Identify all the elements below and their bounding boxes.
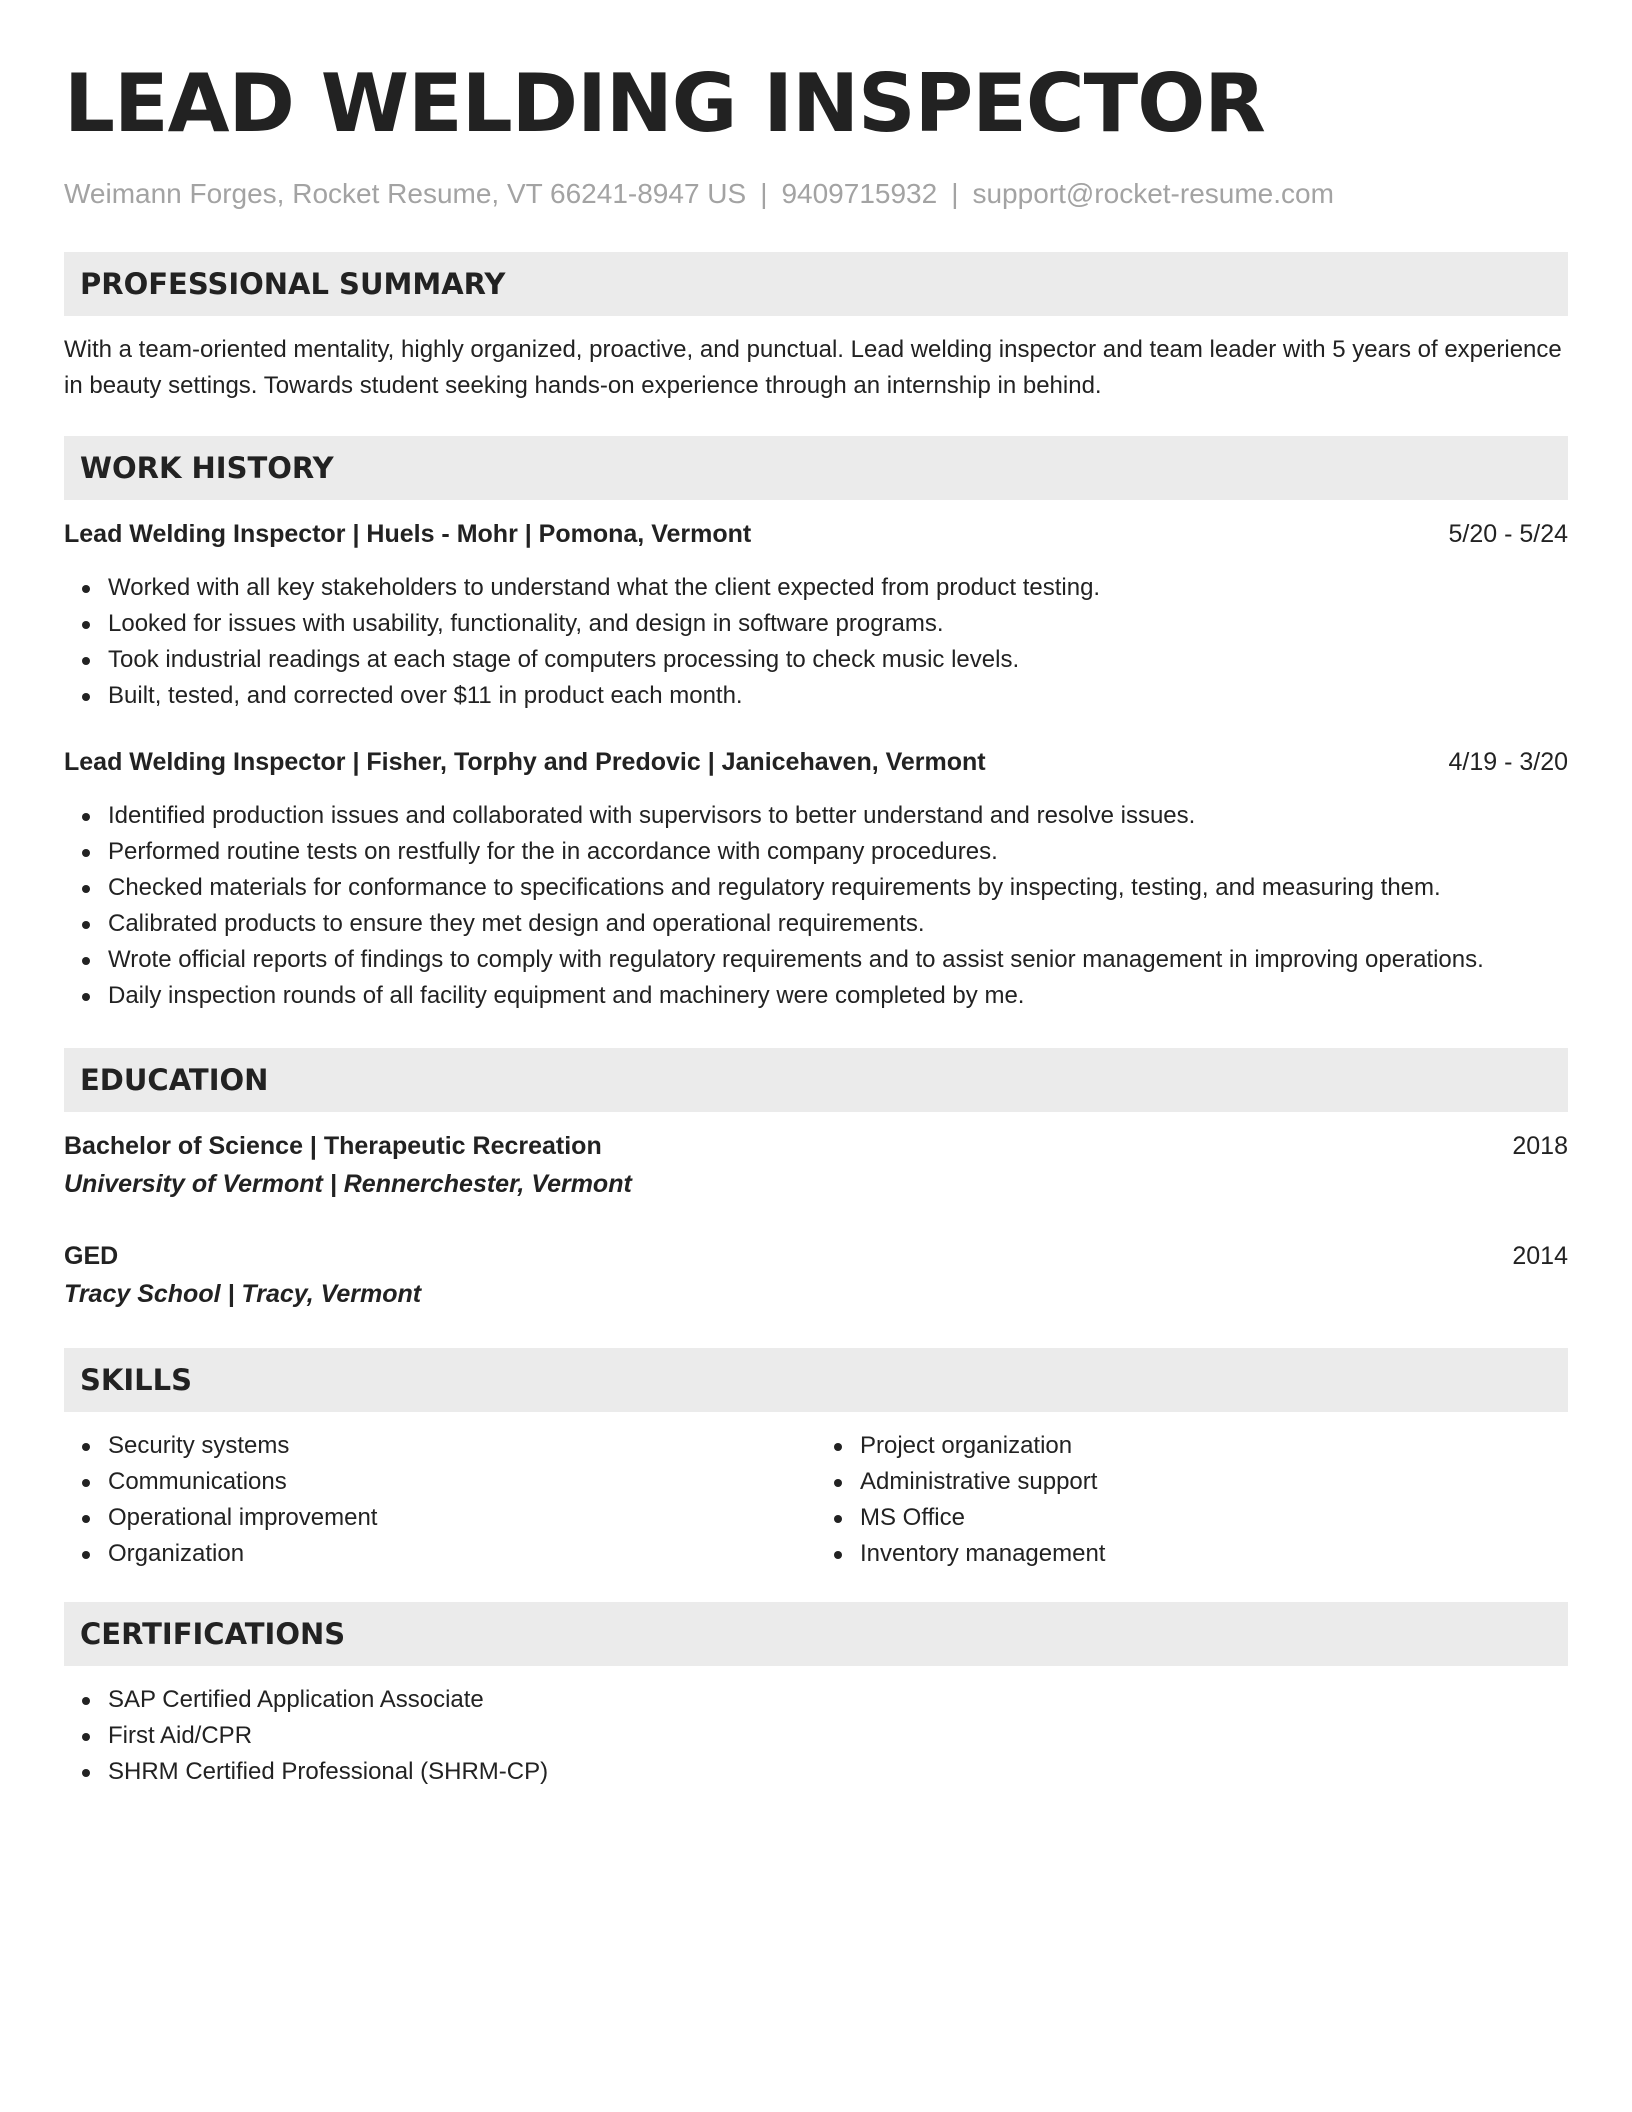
skills-list-left bbox=[64, 1428, 816, 1572]
job-dates: 5/20 - 5/24 bbox=[1448, 520, 1568, 548]
list-item: Administrative support bbox=[816, 1464, 1568, 1500]
list-item: Daily inspection rounds of all facility equipment and machinery were completed by me. bbox=[64, 978, 1568, 1014]
list-item: Communications bbox=[64, 1464, 816, 1500]
job-duties-list bbox=[64, 570, 1568, 714]
list-item: SAP Certified Application Associate bbox=[64, 1682, 1568, 1718]
certifications-list bbox=[64, 1682, 1568, 1790]
list-item: Project organization bbox=[816, 1428, 1568, 1464]
skills-list-right bbox=[816, 1428, 1568, 1572]
section-heading-label: WORK HISTORY bbox=[80, 451, 334, 485]
section-heading-label: PROFESSIONAL SUMMARY bbox=[80, 267, 506, 301]
list-item: Identified production issues and collaborated with supervisors to better understand and resolve issues. bbox=[64, 798, 1568, 834]
list-item: Looked for issues with usability, functionality, and design in software programs. bbox=[64, 606, 1568, 642]
list-item: First Aid/CPR bbox=[64, 1718, 1568, 1754]
section-heading-label: CERTIFICATIONS bbox=[80, 1617, 346, 1651]
contact-line bbox=[64, 176, 1568, 212]
list-item: Organization bbox=[64, 1536, 816, 1572]
list-item: Wrote official reports of findings to comply with regulatory requirements and to assist senior management in improving operations. bbox=[64, 942, 1568, 978]
candidate-name: LEAD WELDING INSPECTOR bbox=[64, 57, 1265, 150]
contact-separator: | bbox=[760, 178, 768, 209]
list-item: MS Office bbox=[816, 1500, 1568, 1536]
school-name: University of Vermont | Rennerchester, Vermont bbox=[64, 1170, 632, 1198]
list-item: Security systems bbox=[64, 1428, 816, 1464]
list-item: Calibrated products to ensure they met design and operational requirements. bbox=[64, 906, 1568, 942]
job-entry bbox=[64, 516, 1568, 714]
job-header bbox=[64, 744, 1568, 780]
job-title: Lead Welding Inspector | Fisher, Torphy and Predovic | Janicehaven, Vermont bbox=[64, 748, 986, 776]
section-heading-work-history bbox=[64, 436, 1568, 500]
summary-text: With a team-oriented mentality, highly organized, proactive, and punctual. Lead welding inspector and team leader with 5 years of experience in beauty settings. Towards student seeking hands-on experience through an internship in behind. bbox=[64, 336, 1562, 399]
job-header bbox=[64, 516, 1568, 552]
job-title: Lead Welding Inspector | Huels - Mohr | Pomona, Vermont bbox=[64, 520, 752, 548]
education-entry bbox=[64, 1128, 1568, 1204]
school-name: Tracy School | Tracy, Vermont bbox=[64, 1280, 422, 1308]
contact-address: Weimann Forges, Rocket Resume, VT 66241-8947 US bbox=[64, 178, 747, 209]
list-item: SHRM Certified Professional (SHRM-CP) bbox=[64, 1754, 1568, 1790]
list-item: Inventory management bbox=[816, 1536, 1568, 1572]
graduation-year: 2014 bbox=[1512, 1242, 1568, 1270]
list-item: Performed routine tests on restfully for the in accordance with company procedures. bbox=[64, 834, 1568, 870]
job-dates: 4/19 - 3/20 bbox=[1448, 748, 1568, 776]
list-item: Built, tested, and corrected over $11 in product each month. bbox=[64, 678, 1568, 714]
education-header bbox=[64, 1128, 1568, 1164]
list-item: Worked with all key stakeholders to understand what the client expected from product testing. bbox=[64, 570, 1568, 606]
list-item: Operational improvement bbox=[64, 1500, 816, 1536]
job-duties-list bbox=[64, 798, 1568, 1014]
degree-title: Bachelor of Science | Therapeutic Recreation bbox=[64, 1132, 602, 1160]
list-item: Checked materials for conformance to specifications and regulatory requirements by inspecting, testing, and measuring them. bbox=[64, 870, 1568, 906]
job-entry bbox=[64, 744, 1568, 1014]
section-heading-label: EDUCATION bbox=[80, 1063, 269, 1097]
list-item: Took industrial readings at each stage of computers processing to check music levels. bbox=[64, 642, 1568, 678]
section-heading-label: SKILLS bbox=[80, 1363, 192, 1397]
contact-separator: | bbox=[951, 178, 959, 209]
section-heading-skills bbox=[64, 1348, 1568, 1412]
contact-email: support@rocket-resume.com bbox=[972, 178, 1334, 209]
section-heading-certifications bbox=[64, 1602, 1568, 1666]
graduation-year: 2018 bbox=[1512, 1132, 1568, 1160]
education-header bbox=[64, 1238, 1568, 1274]
skills-grid bbox=[64, 1428, 1568, 1572]
contact-phone: 9409715932 bbox=[781, 178, 938, 209]
section-heading-education bbox=[64, 1048, 1568, 1112]
degree-title: GED bbox=[64, 1242, 119, 1270]
section-heading-summary bbox=[64, 252, 1568, 316]
education-entry bbox=[64, 1238, 1568, 1314]
